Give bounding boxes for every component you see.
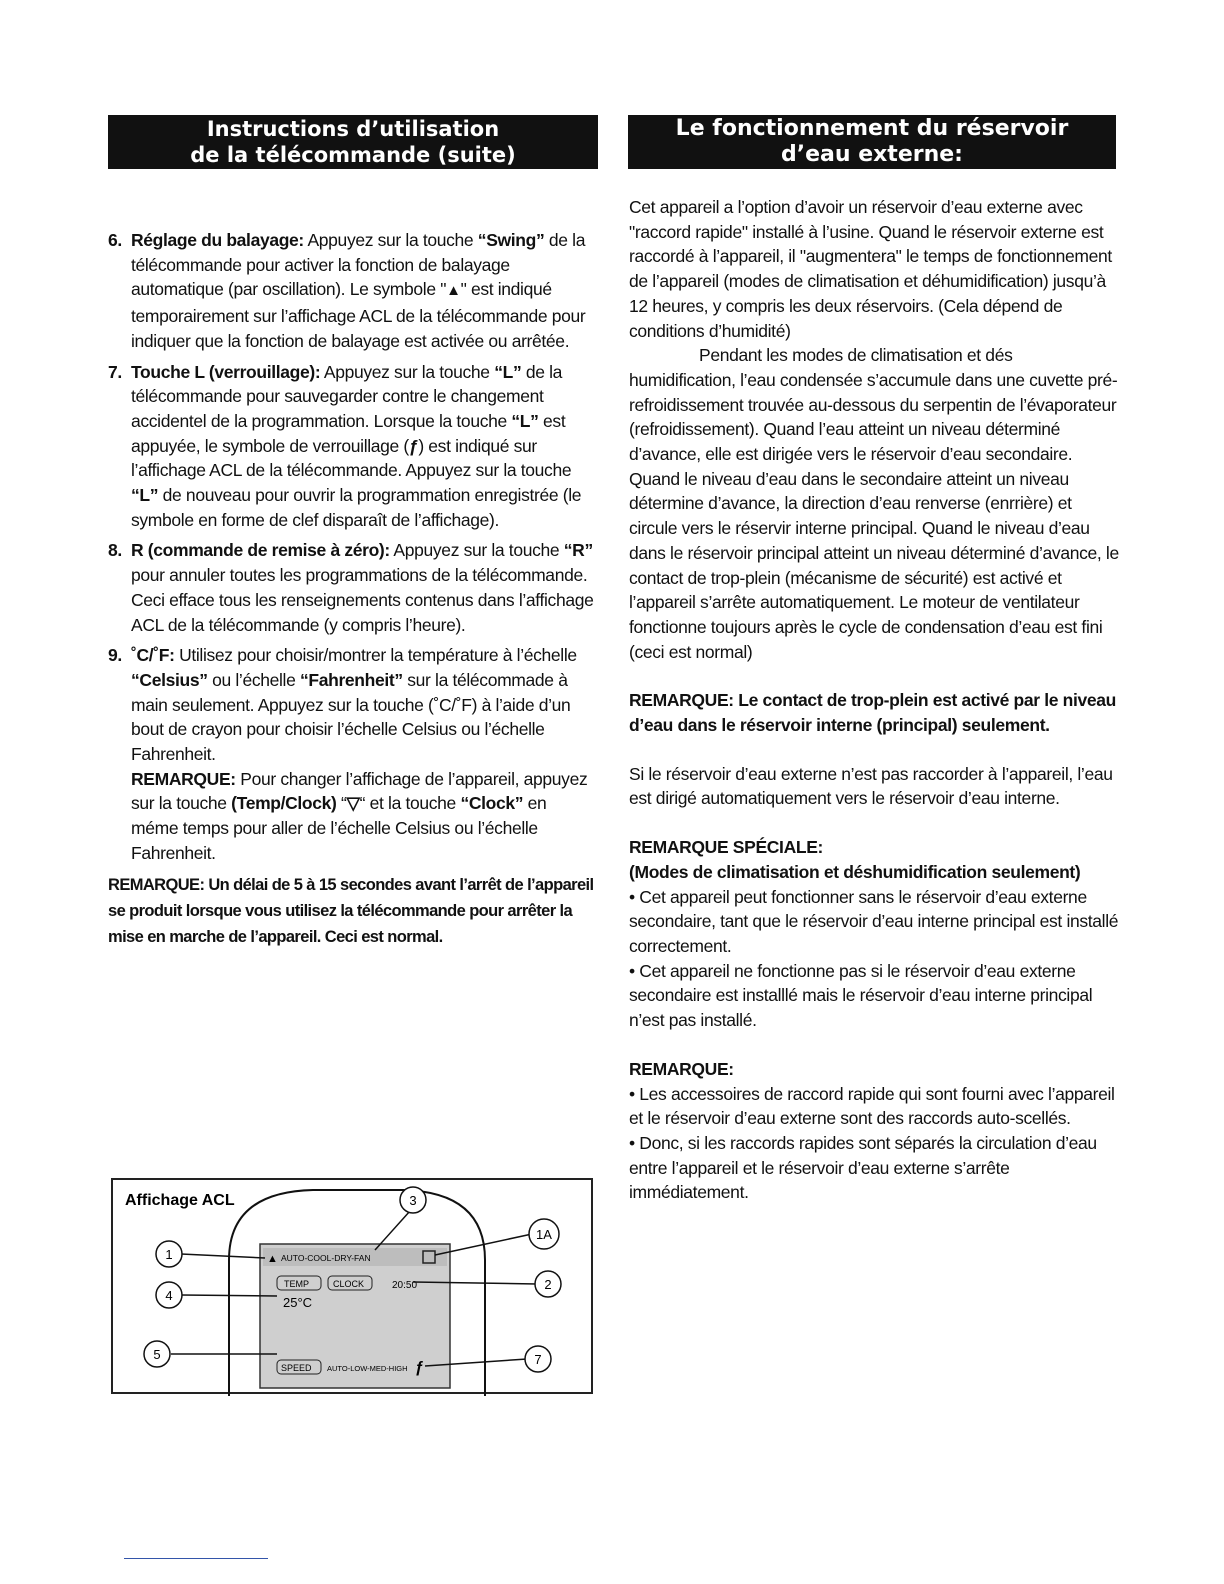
left-section-header [108,115,598,169]
key-label: “L” [511,410,539,431]
item-text: sur la télécommade à main seulement. Appuyez sur la touche (˚C/˚F) à l’aide d’un bout de crayon pour choisir l’échelle Celsius ou l’échelle Fahrenheit. [131,669,571,765]
special-note-subtitle: (Modes de climatisation et déshumidification seulement) [629,861,1081,882]
lcd-speed-text: AUTO-LOW-MED-HIGH [327,1364,408,1373]
remarque-title: REMARQUE: [629,1058,734,1079]
key-label: “Swing” [477,230,545,250]
right-column [629,195,1119,1205]
callout-1a: 1A [536,1227,552,1242]
key-label: (Temp/Clock) [231,793,337,814]
key-label: “Celsius” [131,669,208,690]
item-text: pour annuler toutes les programmations de la télécommande. Ceci efface tous les renseignements contenus dans l’affichage ACL de la télécommande (y compris l’heure). [131,565,594,635]
callout-4: 4 [165,1288,173,1303]
item-text: Appuyez sur la touche [320,361,495,382]
callout-7: 7 [534,1352,542,1367]
item-text: " est indiqué temporairement sur l’affichage ACL de la télécommande pour indiquer que la fonction de balayage est activée ou arrêtée. [131,279,586,351]
lcd-display-diagram [111,1178,593,1394]
special-bullet-1: • Cet appareil peut fonctionner sans le réservoir d’eau externe secondaire, tant que le réservoir d’eau interne principal est installé correctement. [629,886,1119,956]
delay-note: REMARQUE: Un délai de 5 à 15 secondes avant l’arrêt de l’appareil se produit lorsque vous utilisez la télécommande pour arrêter la mise en marche de l’appareil. Ceci est normal. [108,875,594,946]
key-label: “L” [131,485,159,506]
special-bullet-2: • Cet appareil ne fonctionne pas si le réservoir d’eau externe secondaire est installlé mais le réservoir d’eau interne principal n’est pas installé. [629,960,1093,1031]
operation-paragraph [629,343,1119,639]
note-text: Pour changer l’affichage de l’appareil, appuyez sur la touche [131,768,588,814]
left-column [108,228,598,950]
lcd-swing-icon: ▲ [267,1253,278,1265]
item-title: R (commande de remise à zéro): [131,540,390,561]
not-connected-paragraph: Si le réservoir d’eau externe n’est pas raccorder à l’appareil, l’eau est dirigé automatiquement vers le réservoir d’eau interne. [629,763,1113,809]
instruction-item-8 [108,538,598,637]
key-label: “Fahrenheit” [300,669,403,690]
item-number: 7. [108,361,122,382]
left-header-line1: Instructions d’utilisation [206,117,500,141]
item-text: Utilisez pour choisir/montrer la température à l’échelle [174,645,577,666]
swing-triangle-icon: ▲ [446,282,461,300]
callout-3: 3 [409,1193,417,1208]
instruction-item-6 [108,228,598,354]
callout-2: 2 [544,1277,552,1292]
footer-divider [124,1558,268,1559]
lcd-mode-text: AUTO-COOL-DRY-FAN [281,1253,371,1263]
intro-paragraph: Cet appareil a l’option d’avoir un réservoir d’eau externe avec "raccord rapide" installé à l’usine. Quand le réservoir externe est raccordé à l’appareil, il "augmentera" le temps de fonctionnement de l’appareil (modes de climatisation et déhumidification) jusqu’à 12 heures, y compris les deux réservoirs. (Cela dépend de conditions d’humidité) [629,197,1112,341]
note-text: “ [336,793,347,814]
note-text: “ et la touche [359,793,461,814]
item-title: ˚C/˚F: [131,645,175,666]
lcd-clock-label: CLOCK [333,1279,365,1289]
note-label: REMARQUE: [131,768,236,789]
item-text: Appuyez sur la touche [389,540,564,561]
item-text: de la télécommande pour activer la fonction de balayage automatique (par oscillation). Le symbole " [131,230,586,300]
operation-text: Pendant les modes de climatisation et dés humidification, l’eau condensée s’accumule dans une cuvette pré-refroidissement trouvée au-dessous du serpentin de l’évaporateur (refroidissement). Quand l’eau atteint un niveau déterminé d’avance, elle est dirigée vers le réservoir d’eau secondaire. Quand le niveau d’eau dans le secondaire atteint un niveau détermine d’avance, la direction d’eau renverse (enrrière) et circule vers le réservir interne principal. Quand le niveau d’eau dans le réservoir principal atteint un niveau déterminé d’avance, le contact de trop-plein (mécanisme de sécurité) est activé et l’appareil s’arrête automatiquement. Le moteur de ventilateur fonctionne toujours après le cycle de condensation d’eau est fini [629,345,1119,637]
remarque-bullet-2: • Donc, si les raccords rapides sont séparés la circulation d’eau entre l’appareil et le réservoir d’eau externe s’arrête immédiatement. [629,1132,1097,1203]
right-section-header [628,115,1116,169]
lcd-time: 20:50 [392,1280,418,1291]
lcd-speed-label: SPEED [281,1363,312,1373]
item-text: de nouveau pour ouvrir la programmation enregistrée (le symbole en forme de clef disparaît de l’affichage). [131,485,582,530]
item-text: ou l’échelle [207,669,300,690]
callout-5: 5 [153,1347,161,1362]
item-number: 6. [108,230,122,250]
remarque-bullet-1: • Les accessoires de raccord rapide qui sont fourni avec l’appareil et le réservoir d’eau externe sont des raccords auto-scellés. [629,1083,1115,1129]
lcd-lock-icon: ƒ [415,1359,424,1376]
item-number: 9. [108,645,122,666]
instruction-item-9 [108,643,598,865]
left-header-line2: de la télécommande (suite) [190,143,516,167]
normal-remark: (ceci est normal) [629,641,753,662]
item-text: est appuyée, le symbole de verrouillage ( [131,410,566,456]
overflow-note: REMARQUE: Le contact de trop-plein est activé par le niveau d’eau dans le réservoir interne (principal) seulement. [629,690,1116,736]
key-label: “Clock” [460,793,524,814]
lcd-temperature: 25°C [283,1295,313,1310]
key-label: “R” [563,540,593,561]
callout-1: 1 [165,1247,173,1262]
special-note-title: REMARQUE SPÉCIALE: [629,837,823,858]
right-header-line2: d’eau externe: [781,142,963,167]
lock-key-icon: ƒ [408,435,419,456]
item-text: Appuyez sur la touche [303,230,478,250]
item-title: Réglage du balayage: [131,230,304,250]
diagram-title: Affichage ACL [125,1192,235,1209]
down-triangle-icon: ▽ [346,793,360,814]
lcd-temp-label: TEMP [284,1279,310,1289]
note-text: en méme temps pour aller de l’échelle Celsius ou l’échelle Fahrenheit. [131,793,547,863]
key-label: “L” [494,361,522,382]
item-title: Touche L (verrouillage): [131,361,321,382]
lcd-diagram-svg [113,1180,595,1396]
right-header-line1: Le fonctionnement du réservoir [675,116,1069,141]
item-text: ) est indiqué sur l’affichage ACL de la télécommande. Appuyez sur la touche [131,435,572,481]
instruction-item-7 [108,360,598,533]
item-text: de la télécommande pour sauvegarder contre le changement accidentel de la programmation. Lorsque la touche [131,361,563,431]
item-number: 8. [108,540,122,561]
